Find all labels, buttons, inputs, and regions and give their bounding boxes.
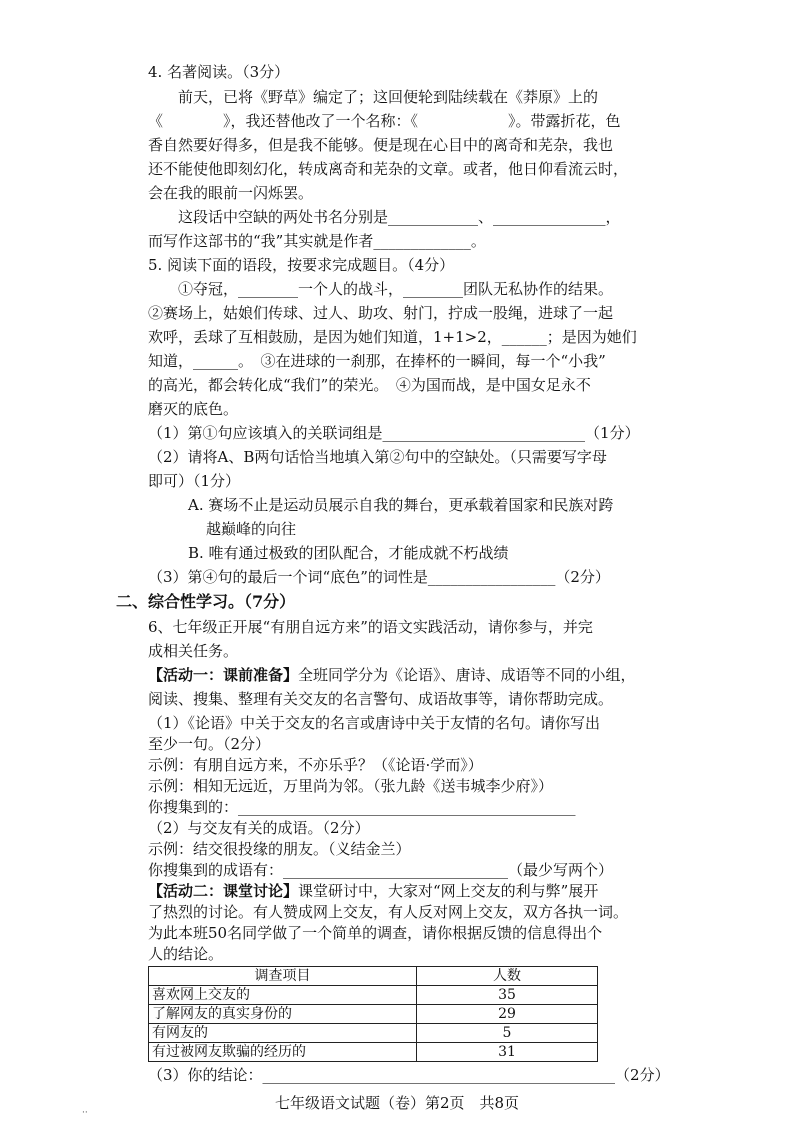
survey-item: 有网友的 [149,1024,417,1043]
activity-2-text: 课堂研讨中，大家对“网上交友的利与弊”展开 [298,882,599,900]
q5-sub-1: （1）第①句应该填入的关联词组是___________________________（1分） [148,424,640,442]
survey-count: 35 [417,986,598,1005]
q6-activity-2-line-2: 了热烈的讨论。有人赞成网上交友，有人反对网上交友，双方各执一词。 [148,903,629,921]
survey-count: 31 [417,1043,598,1062]
survey-item: 了解网友的真实身份的 [149,1005,417,1024]
q6-example-3: 示例：结交很投缘的朋友。（义结金兰） [148,840,411,858]
q6-collect-quote: 你搜集到的：_____________________________________________ [148,798,576,816]
q5-option-a-line-2: 越巅峰的向往 [206,520,297,538]
q5-para-line-2: ②赛场上，姑娘们传球、过人、助攻、射门，拧成一股绳，进球了一起 [148,304,614,322]
q5-sub-2-line-2: 即可）（1分） [148,472,241,490]
q5-option-a-line-1: A. 赛场不止是运动员展示自我的舞台，更承载着国家和民族对跨 [188,496,614,514]
survey-item: 喜欢网上交友的 [149,986,417,1005]
q4-line-3: 香自然要好得多，但是我不能够。便是现在心目中的离奇和芜杂，我也 [148,136,614,154]
q6-example-1: 示例：有朋自远方来，不亦乐乎？（《论语·学而》） [148,756,483,774]
q4-line-4: 还不能使他即刻幻化，转成离奇和芜杂的文章。或者，他日仰看流云时， [148,160,629,178]
q5-para-line-4: 知道，______。 ③在进球的一刹那，在捧杯的一瞬间，每一个“小我” [148,352,606,370]
q4-question-line-1: 这段话中空缺的两处书名分别是____________、_______________， [178,208,621,226]
activity-2-heading: 【活动二：课堂讨论】 [148,882,299,900]
q5-option-b: B. 唯有通过极致的团队配合，才能成就不朽战绩 [188,544,509,562]
survey-header-row [149,967,598,986]
q6-example-2: 示例：相知无远近，万里尚为邻。（张九龄《送韦城李少府》） [148,777,554,795]
q5-para-line-3: 欢呼，丢球了互相鼓励，是因为她们知道，1+1>2，______；是因为她们 [148,328,637,346]
corner-mark: ·· [82,1108,88,1118]
q6-sub-1-line-1: （1）《论语》中关于交友的名言或唐诗中关于友情的名句。请你写出 [148,714,601,732]
q6-activity-2-line-4: 人的结论。 [148,945,224,963]
survey-header-item: 调查项目 [149,967,417,986]
table-row [149,1005,598,1024]
section-2-title: 二、综合性学习。（7分） [116,592,296,611]
q4-question-line-2: 而写作这部书的“我”其实就是作者_____________。 [148,232,486,250]
q6-activity-2-line-1 [148,881,598,901]
q4-line-5: 会在我的眼前一闪烁罢。 [148,184,314,202]
q6-activity-2-line-3: 为此本班50名同学做了一个简单的调查，请你根据反馈的信息得出个 [148,924,603,942]
activity-1-text: 全班同学分为《论语》、唐诗、成语等不同的小组， [298,666,636,684]
q6-intro-line-2: 成相关任务。 [148,642,239,660]
q5-title: 5. 阅读下面的语段，按要求完成题目。（4分） [148,256,455,274]
table-row [149,1043,598,1062]
activity-1-heading: 【活动一：课前准备】 [148,666,299,684]
q4-line-2: 《 》，我还替他改了一个名称：《 》。带露折花，色 [148,112,621,130]
survey-header-count: 人数 [417,967,598,986]
q5-para-line-1: ①夺冠，________一个人的战斗，________团队无私协作的结果。 [178,280,614,298]
survey-count: 29 [417,1005,598,1024]
table-row [149,1024,598,1043]
q6-activity-1-line-1 [148,665,636,685]
q6-sub-3: （3）你的结论：_______________________________________________（2分） [148,1066,670,1084]
q4-title: 4. 名著阅读。（3分） [148,63,290,81]
q6-sub-1-line-2: 至少一句。（2分） [148,735,271,753]
q6-sub-2: （2）与交友有关的成语。（2分） [148,819,370,837]
q5-sub-3: （3）第④句的最后一个词“底色”的词性是_________________（2分） [148,568,610,586]
q5-para-line-5: 的高光，都会转化成“我们”的荣光。 ④为国而战，是中国女足永不 [148,376,591,394]
survey-count: 5 [417,1024,598,1043]
table-row [149,986,598,1005]
q6-activity-1-line-2: 阅读、搜集、整理有关交友的名言警句、成语故事等，请你帮助完成。 [148,690,614,708]
q5-sub-2-line-1: （2）请将A、B两句话恰当地填入第②句中的空缺处。（只需要写字母 [148,448,607,466]
survey-table [148,966,598,1062]
q4-line-1: 前天，已将《野草》编定了；这回便轮到陆续载在《莽原》上的 [178,88,599,106]
q6-intro-line-1: 6、七年级正开展“有朋自远方来”的语文实践活动，请你参与，并完 [148,618,593,636]
page-footer: 七年级语文试题（卷）第2页 共8页 [274,1094,520,1112]
q6-collect-idiom: 你搜集到的成语有：______________________________（最少写两个） [148,861,614,879]
q5-para-line-6: 磨灭的底色。 [148,400,239,418]
survey-item: 有过被网友欺骗的经历的 [149,1043,417,1062]
